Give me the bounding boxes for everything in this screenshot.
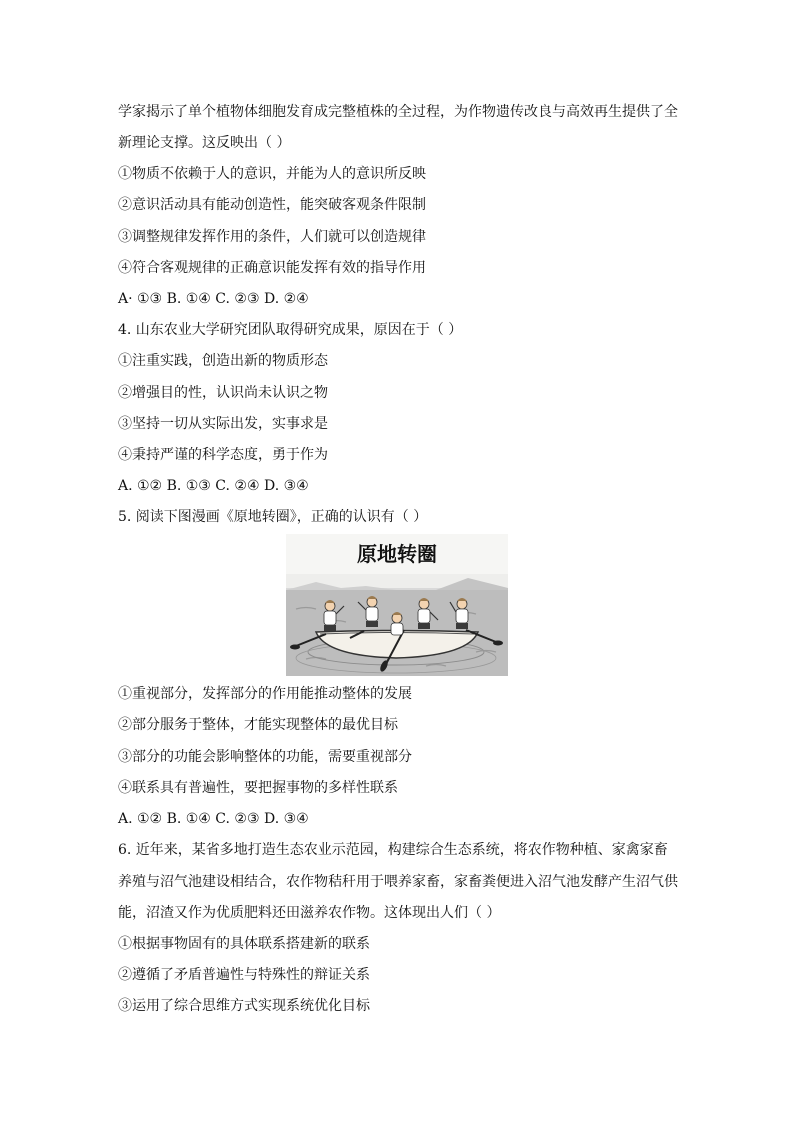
q3-option-3: ③调整规律发挥作用的条件，人们就可以创造规律 [118,229,426,245]
q6-option-2: ②遵循了矛盾普遍性与特殊性的辩证关系 [118,967,370,983]
q3-option-2: ②意识活动具有能动创造性，能突破客观条件限制 [118,197,426,213]
q4-option-3: ③坚持一切从实际出发，实事求是 [118,416,328,432]
q3-stem-line2: 新理论支撑。这反映出（ ） [118,135,291,151]
q5-answer-choices: A. ①② B. ①④ C. ②③ D. ③④ [118,811,309,827]
q3-stem-line1: 学家揭示了单个植物体细胞发育成完整植株的全过程，为作物遗传改良与高效再生提供了全 [118,104,678,120]
q4-option-2: ②增强目的性，认识尚未认识之物 [118,385,328,401]
q3-option-1: ①物质不依赖于人的意识，并能为人的意识所反映 [118,166,426,182]
q6-option-1: ①根据事物固有的具体联系搭建新的联系 [118,936,370,952]
q5-stem: 5. 阅读下图漫画《原地转圈》，正确的认识有（ ） [118,509,428,525]
q5-option-1: ①重视部分，发挥部分的作用能推动整体的发展 [118,686,412,702]
q5-option-2: ②部分服务于整体，才能实现整体的最优目标 [118,717,398,733]
q4-stem: 4. 山东农业大学研究团队取得研究成果，原因在于（ ） [118,322,463,338]
q5-option-4: ④联系具有普遍性，要把握事物的多样性联系 [118,780,398,796]
q6-stem-line1: 6. 近年来，某省多地打造生态农业示范园，构建综合生态系统，将农作物种植、家禽家畜 [118,842,668,858]
cartoon-title: 原地转圈 [357,542,437,566]
q5-option-3: ③部分的功能会影响整体的功能，需要重视部分 [118,749,412,765]
q3-answer-choices: A· ①③ B. ①④ C. ②③ D. ②④ [118,291,309,307]
q4-option-1: ①注重实践，创造出新的物质形态 [118,353,328,369]
q4-option-4: ④秉持严谨的科学态度，勇于作为 [118,447,328,463]
q6-stem-line2: 养殖与沼气池建设相结合，农作物秸秆用于喂养家畜，家畜粪便进入沼气池发酵产生沼气供 [118,874,678,890]
q6-option-3: ③运用了综合思维方式实现系统优化目标 [118,998,370,1014]
q4-answer-choices: A. ①② B. ①③ C. ②④ D. ③④ [118,478,309,494]
q6-stem-line3: 能，沼渣又作为优质肥料还田滋养农作物。这体现出人们（ ） [118,905,501,921]
cartoon-spinning-in-place [286,534,508,676]
q3-option-4: ④符合客观规律的正确意识能发挥有效的指导作用 [118,260,426,276]
